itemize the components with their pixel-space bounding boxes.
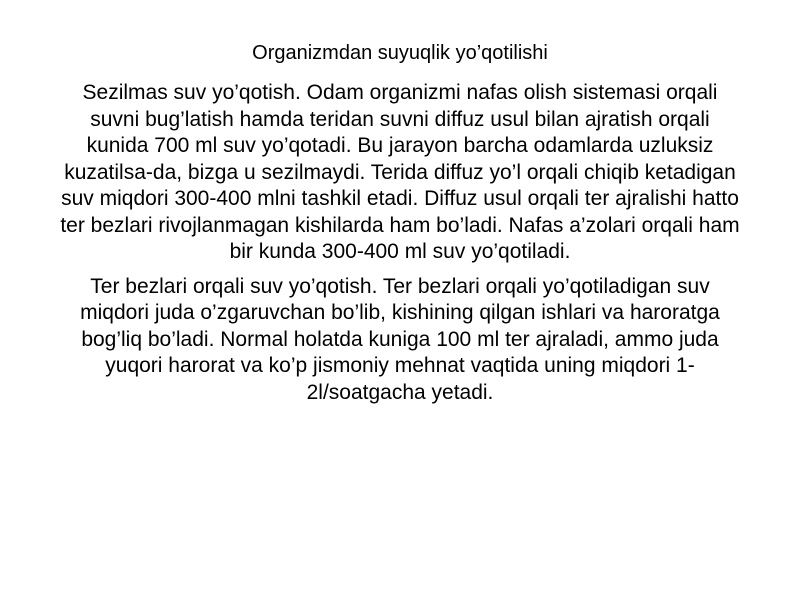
slide-title: Organizmdan suyuqlik yo’qotilishi (252, 42, 548, 64)
paragraph-insensible-water-loss: Sezilmas suv yo’qotish. Odam organizmi nafas olish sistemasi orqali suvni bug’latish hamda teridan suvni diffuz usul bilan ajratish orqali kunida 700 ml suv yo’qotadi. Bu jarayon barcha odamlarda uzluksiz kuzatilsa-da, bizga u sezilmaydi. Terida diffuz yo’l orqali chiqib ketadigan suv miqdori 300-400 mlni tashkil etadi. Diffuz usul orqali ter ajralishi hatto ter bezlari rivojlanmagan kishilarda ham bo’ladi. Nafas a’zolari orqali ham bir kunda 300-400 ml suv yo’qotiladi. (60, 81, 740, 263)
paragraph-sweat-gland-water-loss: Ter bezlari orqali suv yo’qotish. Ter bezlari orqali yo’qotiladigan suv miqdori juda o’zgaruvchan bo’lib, kishining qilgan ishlari va haroratga bog’liq bo’ladi. Normal holatda kuniga 100 ml ter ajraladi, ammo juda yuqori harorat va ko’p jismoniy mehnat vaqtida uning miqdori 1-2l/soatgacha yetadi. (80, 274, 720, 404)
slide-content (60, 40, 740, 414)
